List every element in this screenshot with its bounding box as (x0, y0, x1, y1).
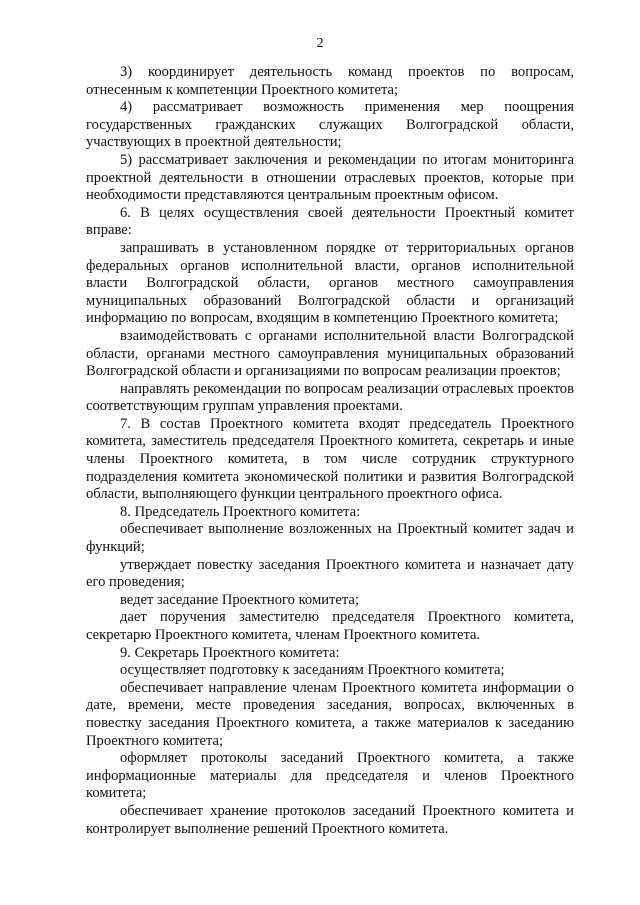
paragraph-secretary-duty-2: обеспечивает направление членам Проектного комитета информации о дате, времени, месте проведения заседания, вопросах, включенных в повестку заседания Проектного комитета, а также материалов к заседанию Проектного комитета; (86, 679, 574, 749)
paragraph-chair-duty-4: дает поручения заместителю председателя Проектного комитета, секретарю Проектного комитета, членам Проектного комитета. (86, 609, 574, 643)
paragraph-section-8: 8. Председатель Проектного комитета: (120, 503, 361, 520)
paragraph-section-9: 9. Секретарь Проектного комитета: (120, 644, 340, 661)
paragraph-item-5: 5) рассматривает заключения и рекомендации по итогам мониторинга проектной деятельности в отношении отраслевых проектов, которые при необходимости представляются центральным проектным офисом. (86, 151, 574, 204)
paragraph-chair-duty-2: утверждает повестку заседания Проектного комитета и назначает дату его проведения; (86, 556, 574, 591)
paragraph-right-request-info: запрашивать в установленном порядке от территориальных органов федеральных органов исполнительной власти, органов исполнительной власти Волгоградской области, органов местного самоуправления муниципальных образований Волгоградской области и организаций информацию по вопросам, входящим в компетенцию Проектного комитета; (86, 239, 574, 327)
paragraph-item-4: 4) рассматривает возможность применения мер поощрения государственных гражданских служащих Волгоградской области, участвующих в проектной деятельности; (86, 99, 574, 151)
document-body (86, 64, 574, 838)
paragraph-secretary-duty-3: оформляет протоколы заседаний Проектного комитета, а также информационные материалы для председателя и членов Проектного комитета; (86, 750, 574, 802)
paragraph-right-interact: взаимодействовать с органами исполнительной власти Волгоградской области, органами местного самоуправления муниципальных образований Волгоградской области и организациями по вопросам реализации проектов; (86, 327, 574, 380)
paragraph-section-6: 6. В целях осуществления своей деятельности Проектный комитет вправе: (86, 204, 574, 239)
paragraph-secretary-duty-4: обеспечивает хранение протоколов заседаний Проектного комитета и контролирует выполнение решений Проектного комитета. (86, 802, 574, 837)
paragraph-right-recommend: направлять рекомендации по вопросам реализации отраслевых проектов соответствующим группам управления проектами. (86, 380, 574, 415)
paragraph-chair-duty-1: обеспечивает выполнение возложенных на Проектный комитет задач и функций; (86, 521, 574, 556)
paragraph-item-3: 3) координирует деятельность команд проектов по вопросам, отнесенным к компетенции Проектного комитета; (86, 64, 574, 98)
paragraph-secretary-duty-1: осуществляет подготовку к заседаниям Проектного комитета; (120, 662, 505, 679)
paragraph-section-7: 7. В состав Проектного комитета входят председатель Проектного комитета, заместитель председателя Проектного комитета, секретарь и иные члены Проектного комитета, в том числе сотрудник структурного подразделения комитета экономической политики и развития Волгоградской области, выполняющего функции центрального проектного офиса. (86, 415, 574, 503)
paragraph-chair-duty-3: ведет заседание Проектного комитета; (120, 591, 359, 608)
page-number: 2 (316, 36, 324, 51)
